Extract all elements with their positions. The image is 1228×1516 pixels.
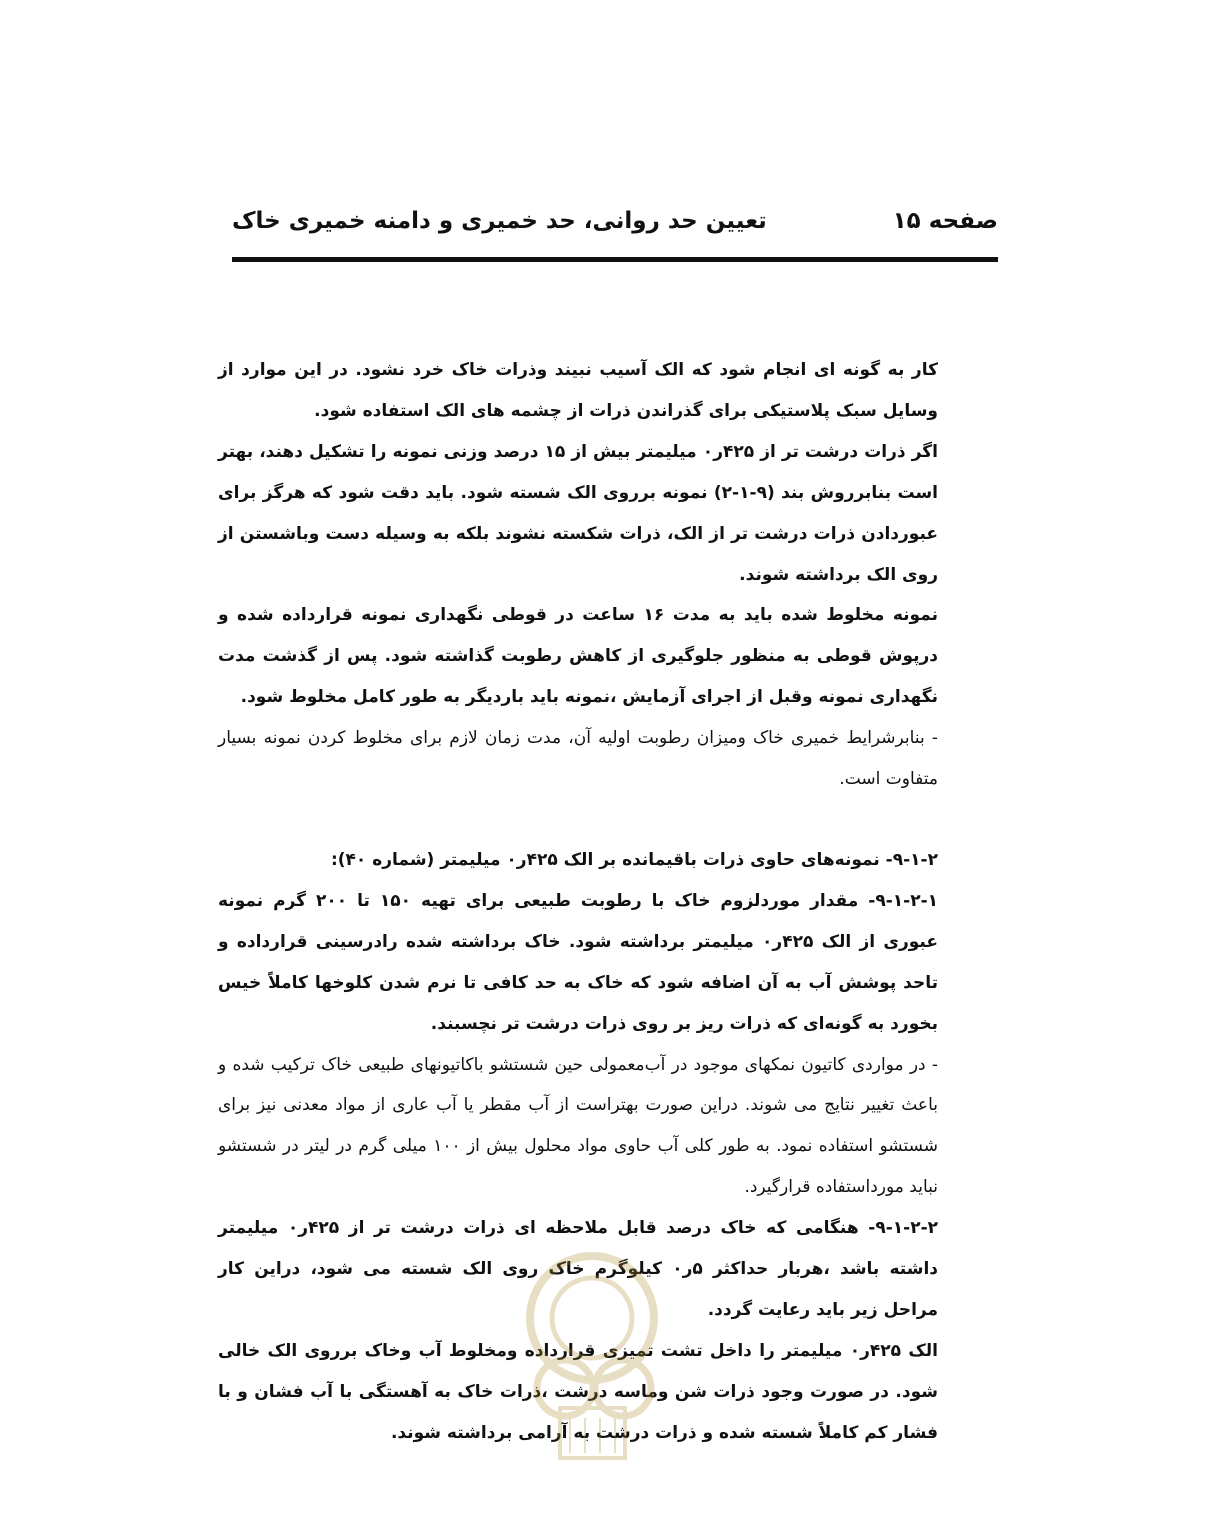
- page-number: صفحه ۱۵: [892, 208, 998, 234]
- watermark-stamp-icon: [505, 1248, 680, 1468]
- item-text: مقدار موردلزوم خاک با رطوبت طبیعی برای تهیه ۱۵۰ تا ۲۰۰ گرم نمونه عبوری از الک ۴۲۵ر۰ میلیمتر برداشته شود. خاک برداشته شده رادرسینی قرارداده و تاحد پوشش آب به آن اضافه شود که خاک به حد کافی تا نرم شدن کلوخها کاملاً خیس بخورد به گونه‌ای که ذرات ریز بر روی ذرات درشت تر نچسبند.: [218, 890, 938, 1034]
- paragraph: کار به گونه ای انجام شود که الک آسیب نبیند وذرات خاک خرد نشود. در این موارد از وسایل سبک پلاستیکی برای گذراندن ذرات از چشمه های الک استفاده شود.: [218, 360, 938, 421]
- item-text: هنگامی که خاک درصد قابل ملاحظه ای ذرات درشت تر از ۴۲۵ر۰ میلیمتر داشته باشد ،هربار حداکثر ۵ر۰ کیلوگرم خاک روی الک شسته می شود، دراین کار مراحل زیر باید رعایت گردد.: [218, 1218, 939, 1320]
- paragraph: الک ۴۲۵ر۰ میلیمتر را داخل تشت تمیزی قرارداده ومخلوط آب وخاک برروی الک خالی شود. در صورت وجود ذرات شن وماسه درشت ،ذرات خاک به آهستگی با آب فشان و با فشار کم کاملاً شسته شده و ذرات درشت به آرامی برداشته شوند.: [218, 1340, 938, 1443]
- paragraph: اگر ذرات درشت تر از ۴۲۵ر۰ میلیمتر بیش از ۱۵ درصد وزنی نمونه را تشکیل دهند، بهتر است بنابرروش بند (۹-۱-۲) نمونه برروی الک شسته شود. باید دقت شود که هرگز برای عبوردادن ذرات درشت تر از الک، ذرات شکسته نشوند بلکه به وسیله دست وباشستن از روی الک برداشته شوند.: [218, 441, 939, 585]
- item-number: ۹-۱-۲-۱-: [868, 890, 939, 911]
- paragraph-note: - بنابرشرایط خمیری خاک ومیزان رطوبت اولیه آن، مدت زمان لازم برای مخلوط کردن نمونه بسیار متفاوت است.: [218, 728, 938, 790]
- spacer: [218, 800, 938, 840]
- header-rule: [232, 257, 998, 262]
- section-heading: ۹-۱-۲- نمونه‌های حاوی ذرات باقیمانده بر الک ۴۲۵ر۰ میلیمتر (شماره ۴۰):: [330, 849, 938, 870]
- numbered-item-1: [218, 881, 938, 1045]
- paragraph-note: - در مواردی کاتیون نمکهای موجود در آب‌معمولی حین شستشو باکاتیونهای طبیعی خاک ترکیب شده و باعث تغییر نتایج می شوند. دراین صورت بهتراست از آب مقطر یا آب عاری از مواد معدنی نیز برای شستشو استفاده نمود. به طور کلی آب حاوی مواد محلول بیش از ۱۰۰ میلی گرم در لیتر در شستشو نباید مورداستفاده قرارگیرد.: [218, 1054, 938, 1198]
- item-number: ۹-۱-۲-۲-: [868, 1218, 938, 1239]
- page-header: [232, 208, 998, 248]
- chapter-title: تعیین حد روانی، حد خمیری و دامنه خمیری خاک: [232, 208, 767, 234]
- paragraph: نمونه مخلوط شده باید به مدت ۱۶ ساعت در قوطی نگهداری نمونه قرارداده شده و درپوش قوطی به منظور جلوگیری از کاهش رطوبت گذاشته شود. پس از گذشت مدت نگهداری نمونه وقبل از اجرای آزمایش ،نمونه باید باردیگر به طور کامل مخلوط شود.: [218, 605, 938, 708]
